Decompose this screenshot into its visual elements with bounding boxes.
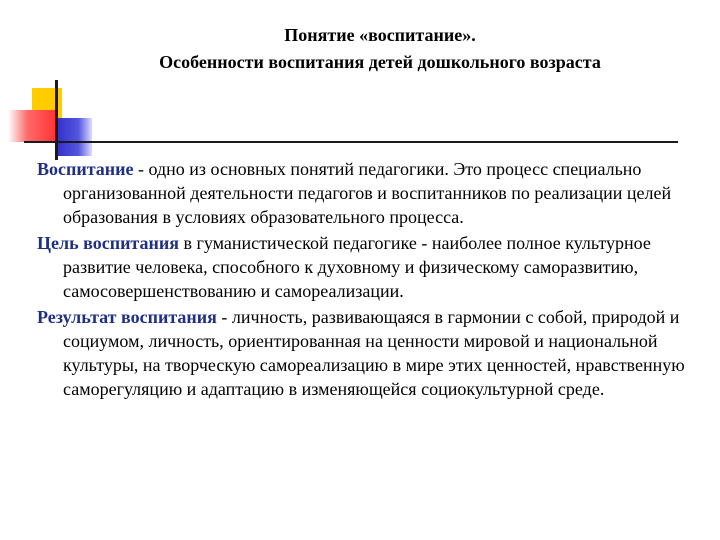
horizontal-divider xyxy=(24,141,678,143)
slide-title-line-1: Понятие «воспитание». xyxy=(284,25,476,45)
vertical-divider xyxy=(55,80,58,160)
term-result: Результат воспитания xyxy=(37,307,217,327)
slide-body xyxy=(37,157,697,401)
term-goal: Цель воспитания xyxy=(37,233,179,253)
red-square-icon xyxy=(8,110,56,142)
paragraph-result-text: - личность, развивающаяся в гармонии с собой, природой и социумом, личность, ориентированная на ценности мировой и национальной культуры, на творческую самореализацию в мире этих ценностей, нравственную саморегуляцию и адаптацию в изменяющейся социокультурной среде. xyxy=(63,307,685,399)
blue-square-icon xyxy=(58,118,92,156)
term-upbringing: Воспитание xyxy=(37,159,134,179)
paragraph-definition xyxy=(37,157,697,229)
decorative-squares xyxy=(0,0,720,160)
paragraph-goal-text: в гуманистической педагогике - наиболее полное культурное развитие человека, способного к духовному и физическому саморазвитию, самосовершенствованию и самореализации. xyxy=(63,233,651,301)
paragraph-goal xyxy=(37,231,697,303)
paragraph-definition-text: - одно из основных понятий педагогики. Это процесс специально организованной деятельности педагогов и воспитанников по реализации целей образования в условиях образовательного процесса. xyxy=(63,159,672,227)
paragraph-result xyxy=(37,305,697,401)
slide-title-line-2: Особенности воспитания детей дошкольного возраста xyxy=(159,52,601,72)
